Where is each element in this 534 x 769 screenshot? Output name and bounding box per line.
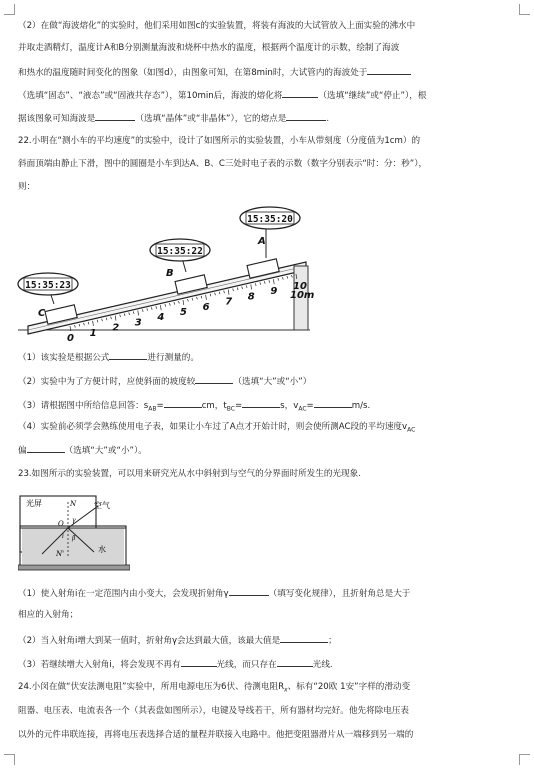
ruler-tick [79,324,80,327]
ruler-tick [242,286,243,289]
q22-line-1: 22.小明在“测小车的平均速度”的实验中，设计了如图所示的实验装置，小车从带刻度（分度值为1cm）的 [18,136,421,146]
ruler-tick-label: 4 [157,312,165,324]
q21-line-5: 据该图象可知海波是 （选填“晶体”或“非晶体”），它的熔点是 . [18,111,518,125]
ruler-tick [233,289,234,292]
ruler-tick-label: 3 [134,317,142,329]
ruler-tick [246,285,247,288]
page-corner-mark [4,4,15,15]
ruler-tick [178,301,179,304]
label-a: A [258,236,266,247]
ruler-tick-label: 0 [67,333,74,342]
q21-line-1: （2）在做“海波熔化”的实验时，他们采用如图c的实验装置，将装有海波的大试管放入上面实验的沸水中 [18,21,416,31]
light-figure [18,494,130,572]
gamma-label: γ [72,517,76,524]
ruler-tick-label: 5 [180,307,187,318]
screen-label: 光屏 [26,499,42,508]
q22-line-3: 则： [18,182,36,192]
answer-blank[interactable] [195,374,233,384]
o-label: O [58,520,64,528]
ruler-tick [183,300,184,305]
answer-blank[interactable] [109,350,147,360]
ruler-tick [84,323,85,326]
ruler-tick [255,283,256,286]
ruler-tick [282,277,283,280]
ruler-tick [251,284,252,289]
q21-line-2: 并取走酒精灯，温度计A和B分别测量海波和烧杯中热水的温度，根据两个温度计的示数，绘制了海波 [18,43,400,53]
q22-sub3: （3）请根据图中所给信息回答：$s_{AB}=$ cm，$t_{BC}= s$，$v_{AC}= m/s$. [18,398,518,416]
q23-sub1: （1）使入射角i在一定范围内由小变大，会发现折射角γ （填写变化规律），且折射角总是大于 [18,586,518,600]
answer-blank[interactable] [27,443,65,453]
q23-line-1: 23.如图所示的实验装置，可以用来研究光从水中斜射到与空气的分界面时所发生的光现象. [18,469,361,479]
ruler-tick-label: 6 [202,301,210,313]
clock-c [18,273,78,304]
clock-a-text: 15:35:20 [247,214,293,225]
answer-blank[interactable] [164,398,202,408]
q21-line-3: 和热水的温度随时间变化的图象（如图d），由图象可知，在第8min时，大试管内的海波处于 [18,65,518,79]
q24-line-1: 24.小闵在做“伏安法测电阻”实验中，所用电源电压为6伏、待测电阻$R_x$、标有“20欧 1安”字样的滑动变 [18,682,411,694]
n-label: N [70,500,77,508]
ruler-tick [102,319,103,322]
clock-c-text: 15:35:23 [25,280,71,291]
ruler-tick [142,309,143,312]
answer-blank[interactable] [242,398,280,408]
ruler-tick [151,307,152,310]
ruler-tick-label: 1 [89,327,97,339]
ruler-tick [169,303,170,306]
ruler-tick-label: 8 [247,291,255,303]
answer-blank[interactable] [314,398,352,408]
q21-line-4: （选填“固态”、“液态”或“固液共存态”），第10min后，海波的熔化将 （选填“继续”或“停止”），根 [18,88,518,102]
ruler-tick [237,288,238,291]
page-corner-mark [519,4,530,15]
clock-b-text: 15:35:22 [157,246,203,257]
ruler-tick-label: 10 [293,281,307,292]
answer-blank[interactable] [367,65,411,75]
q22-sub4-cont: 偏 （选填“大”或“小”）。 [18,443,518,457]
q23-sub2: （2）当入射角i增大到某一值时，折射角γ会达到最大值，该最大值是 ； [18,633,518,647]
ruler-tick [219,292,220,295]
ruler-tick [287,276,288,279]
q22-sub1: （1）该实验是根据公式 进行测量的。 [18,350,518,364]
ruler-tick [124,314,125,317]
ruler-tick [165,304,166,307]
ruler-tick [111,317,112,320]
beta-label: β [72,535,76,542]
ruler-tick [120,315,121,318]
ruler-tick [260,282,261,285]
ruler-tick [206,295,207,300]
q22-sub4: （4）实验前必须学会熟练使用电子表，如果让小车过了A点才开始计时，则会使所测AC段的平均速度$v_{AC}$ [18,422,416,434]
answer-blank[interactable] [95,111,135,121]
ruler-tick [291,275,292,278]
i-label: i [62,533,64,540]
q22-line-2: 斜面顶端由静止下滑，图中的圆圈是小车到达A、B、C三处时电子表的示数（数字分别表示“时：分：秒”）， [18,159,428,169]
ruler-tick [201,296,202,299]
ruler-tick [264,281,265,284]
label-c: C [38,308,46,319]
ruler-tick-label: 2 [112,322,120,334]
ruler-tick [215,293,216,296]
ruler-tick [160,305,161,310]
ruler-tick [75,325,76,328]
clock-a [240,207,300,258]
label-b: B [166,268,174,279]
ruler-unit: 10m [290,290,314,301]
answer-blank[interactable] [282,88,318,98]
ruler-tick [93,321,94,326]
n-prime-label: N' [56,550,65,558]
answer-blank[interactable] [277,657,313,667]
ruler-tick [210,294,211,297]
ruler-tick [88,322,89,325]
ruler-tick [278,278,279,281]
ruler-tick-label: 7 [225,296,233,308]
ruler-tick [115,316,116,321]
q23-sub3: （3）若继续增大入射角i，将会发现不再有 光线，而只存在 光线. [18,657,518,671]
water-label: 水 [98,545,106,554]
answer-blank[interactable] [286,111,326,121]
ruler-tick [273,279,274,284]
ruler-tick [224,291,225,294]
ruler-tick [269,280,270,283]
ruler-tick [129,312,130,315]
answer-blank[interactable] [181,657,217,667]
ramp-figure [14,204,314,342]
air-label: 空气 [94,501,110,510]
ruler-tick [174,302,175,305]
ruler-tick [228,290,229,295]
q23-sub1-cont: 相应的入射角； [18,610,79,620]
water-region [22,528,124,564]
ruler-tick [97,320,98,323]
ruler-tick [106,318,107,321]
ruler-tick [197,297,198,300]
ruler-tick [133,311,134,314]
answer-blank[interactable] [280,633,328,643]
ruler-tick [156,306,157,309]
page-corner-mark [4,754,15,765]
ruler-tick-label: 9 [270,286,278,298]
page-corner-mark [519,754,530,765]
q24-line-2: 阻器、电压表、电流表各一个（其表盘如图所示），电键及导线若干，所有器材均完好。他先将除电压表 [18,706,410,716]
answer-blank[interactable] [229,586,269,596]
ruler-tick [188,299,189,302]
q24-line-3: 以外的元件串联连接，再将电压表选择合适的量程并联接入电路中。他把变阻器滑片从一端移到另一端的 [18,730,414,740]
ruler-tick [147,308,148,311]
ruler-tick [192,298,193,301]
clock-b [150,239,210,272]
q22-sub2: （2）实验中为了方便计时，应使斜面的坡度较 （选填“大”或“小”） [18,374,518,388]
ruler-tick [138,310,139,315]
